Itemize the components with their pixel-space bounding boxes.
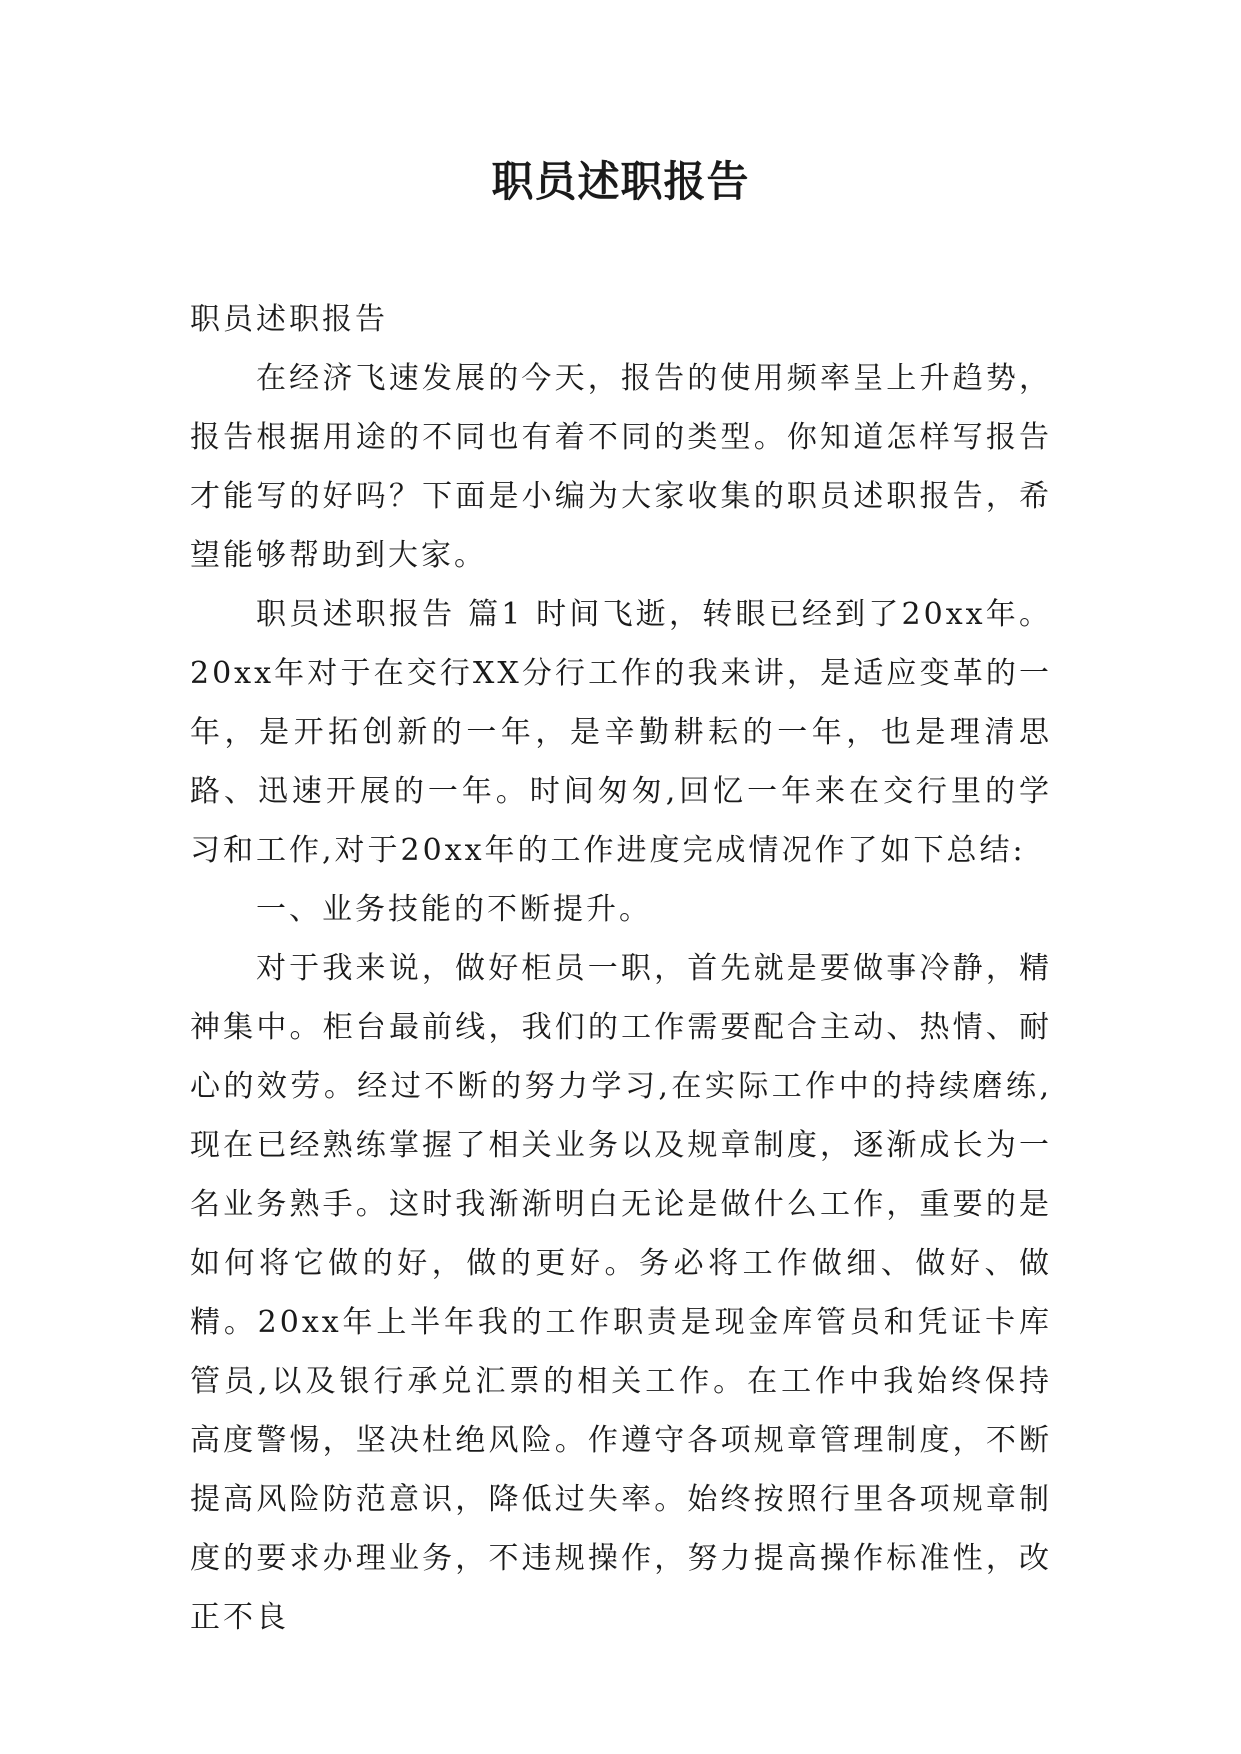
document-body [190, 290, 1052, 1647]
document-title: 职员述职报告 [491, 157, 750, 206]
paragraph-intro: 在经济飞速发展的今天，报告的使用频率呈上升趋势，报告根据用途的不同也有着不同的类型。你知道怎样写报告才能写的好吗？下面是小编为大家收集的职员述职报告，希望能够帮助到大家。 [190, 361, 1052, 573]
paragraph-body-1: 对于我来说，做好柜员一职，首先就是要做事冷静，精神集中。柜台最前线，我们的工作需要配合主动、热情、耐心的效劳。经过不断的努力学习,在实际工作中的持续磨练,现在已经熟练掌握了相关业务以及规章制度，逐渐成长为一名业务熟手。这时我渐渐明白无论是做什么工作，重要的是如何将它做的好，做的更好。务必将工作做细、做好、做精。20xx年上半年我的工作职责是现金库管员和凭证卡库管员,以及银行承兑汇票的相关工作。在工作中我始终保持高度警惕，坚决杜绝风险。作遵守各项规章管理制度，不断提高风险防范意识，降低过失率。始终按照行里各项规章制度的要求办理业务，不违规操作，努力提高操作标准性，改正不良 [190, 951, 1052, 1635]
paragraph-heading: 职员述职报告 [190, 302, 388, 337]
paragraph-section-1: 职员述职报告 篇1 时间飞逝，转眼已经到了20xx年。20xx年对于在交行XX分行工作的我来讲，是适应变革的一年，是开拓创新的一年，是辛勤耕耘的一年，也是理清思路、迅速开展的一年。时间匆匆,回忆一年来在交行里的学习和工作,对于20xx年的工作进度完成情况作了如下总结: [190, 597, 1052, 868]
paragraph-subheading-1: 一、业务技能的不断提升。 [256, 892, 652, 927]
